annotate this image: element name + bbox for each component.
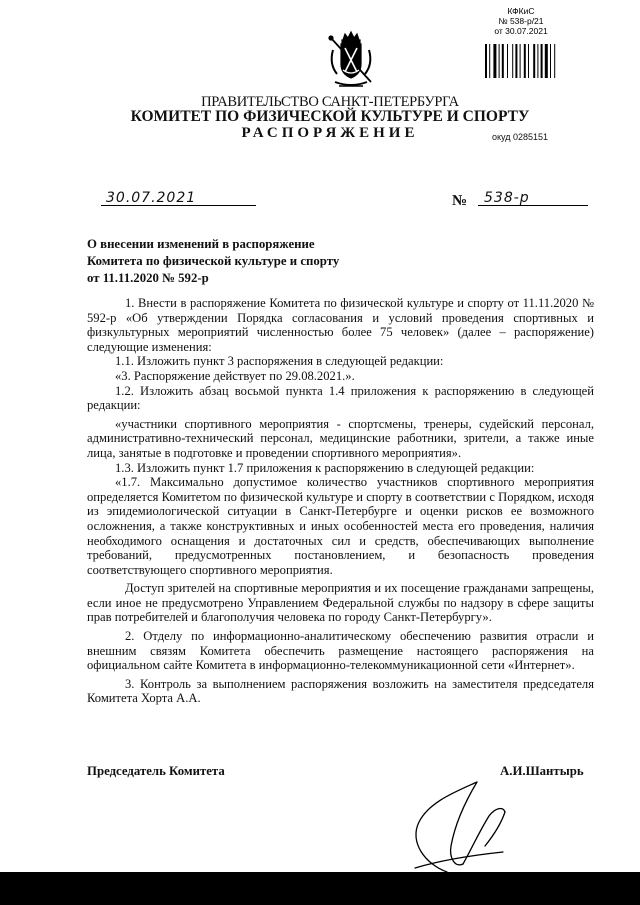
paragraph-1: 1. Внести в распоряжение Комитета по физической культуре и спорту от 11.11.2020 № 592-р «Об утверждении Порядка согласования и условий проведения спортивных и физкультурных мероприятий численностью более 75 человек» (далее – распоряжение) следующие изменения: (87, 296, 594, 354)
subject-line-2: Комитета по физической культуре и спорту (87, 254, 340, 268)
date-underline (101, 205, 256, 206)
paragraph-1-2-text: «участники спортивного мероприятия - спортсмены, тренеры, судейский персонал, административно-технический персонал, медицинские работники, зрители, а также иные лица, занятые в подготовке и проведении спортивного мероприятия». (87, 416, 594, 460)
document-date: 30.07.2021 (106, 190, 197, 206)
document-type: РАСПОРЯЖЕНИЕ (241, 125, 419, 141)
paragraph-1-2: 1.2. Изложить абзац восьмой пункта 1.4 приложения к распоряжению в следующей редакции: (87, 383, 594, 413)
barcode-icon (484, 43, 558, 79)
committee-title: КОМИТЕТ ПО ФИЗИЧЕСКОЙ КУЛЬТУРЕ И СПОРТУ (130, 108, 530, 125)
registration-stamp (486, 6, 556, 36)
signatory-position: Председатель Комитета (87, 764, 225, 778)
stamp-line-3: от 30.07.2021 (494, 26, 548, 36)
government-title: ПРАВИТЕЛЬСТВО САНКТ-ПЕТЕРБУРГА (201, 94, 459, 110)
number-underline (478, 205, 588, 206)
paragraph-3: 3. Контроль за выполнением распоряжения возложить на заместителя председателя Комитета Хорта А.А. (87, 676, 594, 706)
document-subject (87, 236, 339, 287)
paragraph-2: 2. Отделу по информационно-аналитическому обеспечению развития отрасли и внешним связям Комитета обеспечить размещение настоящего распоряжения на официальном сайте Комитета в информационно-телекоммуникационной сети «Интернет». (87, 629, 594, 673)
stamp-line-2: № 538-р/21 (498, 16, 544, 26)
coat-of-arms-icon (325, 30, 377, 92)
scan-border-bottom (0, 872, 640, 905)
paragraph-1-1-text: «3. Распоряжение действует по 29.08.2021.». (115, 368, 355, 383)
document-number: 538-р (484, 190, 530, 206)
signatory-name: А.И.Шантырь (500, 764, 584, 778)
number-label: № (452, 193, 468, 209)
okud-code: окуд 0285151 (492, 132, 549, 142)
handwritten-signature-icon (385, 772, 525, 880)
paragraph-1-3-text: «1.7. Максимально допустимое количество участников спортивного мероприятия определяется Комитетом по физической культуре и спорту в соответствии с Порядком, исходя из эпидемиологической ситуации в Санкт-Петербурге и оценки рисков ее возможного осложнения, а также конструктивных и иных особенностей места его проведения, наличия необходимого оснащения и достаточных сил и средств, обеспечивающих выполнение требований, предусмотренных постановлением, и безопасность проведения соответствующего спортивного мероприятия. (87, 475, 594, 577)
subject-line-1: О внесении изменений в распоряжение (87, 237, 315, 251)
stamp-line-1: КФКиС (507, 6, 535, 16)
paragraph-spectators: Доступ зрителей на спортивные мероприятия и их посещение гражданами запрещены, если иное не предусмотрено Управлением Федеральной службы по надзору в сфере защиты прав потребителей и благополучия человека по городу Санкт-Петербургу». (87, 581, 594, 625)
document-body (87, 296, 594, 706)
subject-line-3: от 11.11.2020 № 592-р (87, 271, 209, 285)
paragraph-1-3: 1.3. Изложить пункт 1.7 приложения к распоряжению в следующей редакции: (115, 460, 535, 475)
paragraph-1-1: 1.1. Изложить пункт 3 распоряжения в следующей редакции: (115, 354, 444, 369)
